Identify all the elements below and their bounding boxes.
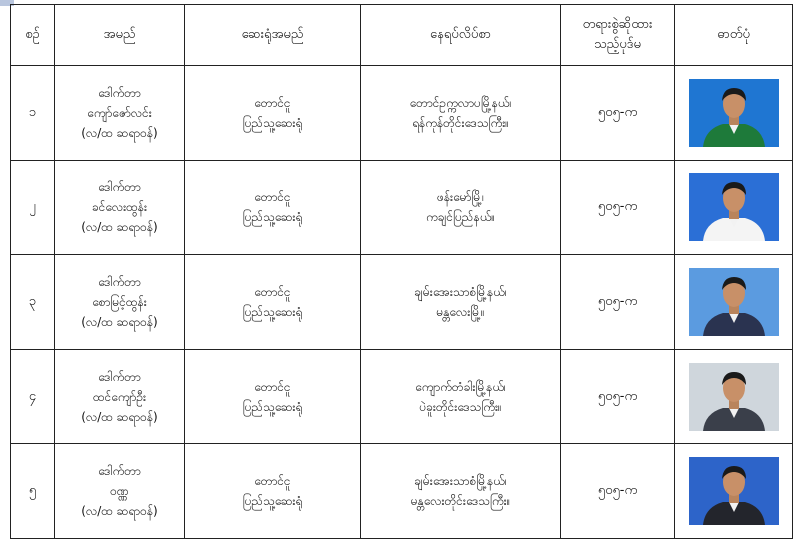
header-no: စဉ် (11, 5, 55, 66)
table-row (11, 255, 793, 350)
photo-cell (675, 66, 793, 161)
row-number: ၅ (11, 444, 55, 539)
photo-cell (675, 349, 793, 444)
home-address (361, 160, 561, 255)
address-line-1: တောင်ဥက္ကလာပမြို့နယ်၊ (409, 95, 512, 110)
row-number: ၄ (11, 349, 55, 444)
table-row (11, 444, 793, 539)
address-line-2: ကချင်ပြည်နယ်။ (426, 210, 495, 225)
hospital-town: တောင်ငူ (254, 95, 291, 110)
hospital-name (185, 160, 361, 255)
hospital-type: ပြည်သူ့ဆေးရုံ (242, 494, 303, 509)
photo-cell (675, 160, 793, 255)
name-given: စောမြင့်ထွန်း (92, 294, 147, 309)
header-hospital: ဆေးရုံအမည် (185, 5, 361, 66)
row-number: ၁ (11, 66, 55, 161)
doctor-name (55, 160, 185, 255)
address-line-1: ဖန်းမော်မြို့၊ (436, 190, 485, 205)
header-address: နေရပ်လိပ်စာ (361, 5, 561, 66)
hospital-name (185, 66, 361, 161)
portrait-image (689, 173, 779, 241)
portrait-photo (689, 457, 779, 525)
legal-clause: ၅၀၅-က (561, 444, 675, 539)
address-line-2: ပဲခူးတိုင်းဒေသကြီး။ (419, 399, 502, 414)
hospital-town: တောင်ငူ (254, 474, 291, 489)
header-row (11, 5, 793, 66)
home-address (361, 66, 561, 161)
header-clause-line: သည့်ပုဒ်မ (594, 37, 641, 52)
portrait-photo (689, 173, 779, 241)
table-row (11, 349, 793, 444)
name-role: (လ/ထ ဆရာဝန်) (81, 220, 158, 235)
header-photo: ဓာတ်ပုံ (675, 5, 793, 66)
address-line-2: မန္တလေးတိုင်းဒေသကြီး။ (410, 494, 511, 509)
name-given: ကျော်ဇော်လင်း (87, 105, 152, 120)
hospital-name (185, 349, 361, 444)
doctor-name (55, 255, 185, 350)
name-title: ဒေါက်တာ (98, 369, 141, 384)
doctor-name (55, 349, 185, 444)
header-clause (561, 5, 675, 66)
name-given: ခင်လေးထွန်း (91, 200, 148, 215)
portrait-photo (689, 268, 779, 336)
address-line-2: မန္တလေးမြို့။ (436, 304, 485, 319)
legal-clause: ၅၀၅-က (561, 349, 675, 444)
home-address (361, 255, 561, 350)
portrait-image (689, 268, 779, 336)
name-title: ဒေါက်တာ (98, 274, 141, 289)
row-number: ၂ (11, 160, 55, 255)
name-role: (လ/ထ ဆရာဝန်) (81, 504, 158, 519)
roster-table (10, 4, 793, 539)
name-given: ထင်ကျော်ဦး (92, 389, 147, 404)
home-address (361, 349, 561, 444)
legal-clause: ၅၀၅-က (561, 160, 675, 255)
name-title: ဒေါက်တာ (98, 464, 141, 479)
name-given: ဝဏ္ဏ (110, 484, 129, 499)
hospital-type: ပြည်သူ့ဆေးရုံ (242, 304, 303, 319)
portrait-image (689, 79, 779, 147)
hospital-town: တောင်ငူ (254, 284, 291, 299)
address-line-1: ကျောက်တံခါးမြို့နယ်၊ (415, 379, 506, 394)
home-address (361, 444, 561, 539)
row-number: ၃ (11, 255, 55, 350)
hospital-town: တောင်ငူ (254, 379, 291, 394)
portrait-image (689, 363, 779, 431)
header-clause-line: တရားစွဲဆိုထား (582, 17, 653, 32)
address-line-1: ချမ်းအေးသာစံမြို့နယ်၊ (414, 474, 507, 489)
photo-cell (675, 255, 793, 350)
hospital-type: ပြည်သူ့ဆေးရုံ (242, 210, 303, 225)
table-row (11, 66, 793, 161)
address-line-1: ချမ်းအေးသာစံမြို့နယ်၊ (414, 284, 507, 299)
hospital-name (185, 444, 361, 539)
portrait-image (689, 457, 779, 525)
legal-clause: ၅၀၅-က (561, 255, 675, 350)
photo-cell (675, 444, 793, 539)
hospital-type: ပြည်သူ့ဆေးရုံ (242, 399, 303, 414)
name-title: ဒေါက်တာ (98, 180, 141, 195)
table-row (11, 160, 793, 255)
hospital-type: ပြည်သူ့ဆေးရုံ (242, 115, 303, 130)
name-role: (လ/ထ ဆရာဝန်) (81, 409, 158, 424)
portrait-photo (689, 79, 779, 147)
legal-clause: ၅၀၅-က (561, 66, 675, 161)
header-name: အမည် (55, 5, 185, 66)
name-title: ဒေါက်တာ (98, 85, 141, 100)
portrait-photo (689, 363, 779, 431)
doctor-name (55, 66, 185, 161)
address-line-2: ရန်ကုန်တိုင်းဒေသကြီး။ (412, 115, 509, 130)
doctor-name (55, 444, 185, 539)
hospital-town: တောင်ငူ (254, 190, 291, 205)
name-role: (လ/ထ ဆရာဝန်) (81, 125, 158, 140)
hospital-name (185, 255, 361, 350)
name-role: (လ/ထ ဆရာဝန်) (81, 314, 158, 329)
